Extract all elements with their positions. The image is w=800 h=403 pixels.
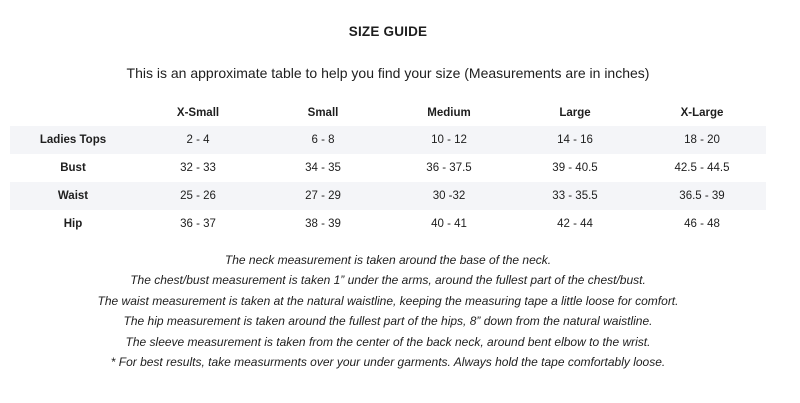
page-subtitle: This is an approximate table to help you find your size (Measurements are in inches) — [126, 65, 650, 81]
note-best-results: * For best results, take measurments over your under garments. Always hold the tape comfortably loose. — [110, 355, 666, 370]
table-cell: 42 - 44 — [557, 218, 593, 230]
table-cell: 33 - 35.5 — [552, 190, 598, 202]
column-header-medium: Medium — [427, 107, 471, 119]
table-cell: 39 - 40.5 — [552, 162, 598, 174]
table-cell: 14 - 16 — [557, 134, 593, 146]
table-cell: 46 - 48 — [684, 218, 720, 230]
table-cell: 42.5 - 44.5 — [674, 162, 730, 174]
note-waist: The waist measurement is taken at the natural waistline, keeping the measuring tape a little loose for comfort. — [97, 293, 679, 308]
note-neck: The neck measurement is taken around the base of the neck. — [224, 253, 552, 267]
table-corner-cell — [10, 100, 136, 126]
table-cell: 36 - 37.5 — [426, 162, 472, 174]
table-cell: 34 - 35 — [305, 162, 341, 174]
column-header-x-large: X-Large — [680, 107, 724, 119]
table-cell: 2 - 4 — [186, 134, 210, 146]
table-cell: 10 - 12 — [431, 134, 467, 146]
row-label: Waist — [57, 190, 89, 202]
table-cell: 36 - 37 — [180, 218, 216, 230]
table-cell: 36.5 - 39 — [679, 190, 725, 202]
table-cell: 40 - 41 — [431, 218, 467, 230]
table-row-ladies-tops — [10, 126, 766, 154]
table-cell: 32 - 33 — [180, 162, 216, 174]
note-hip: The hip measurement is taken around the fullest part of the hips, 8” down from the natural waistline. — [123, 314, 653, 329]
column-header-large: Large — [559, 107, 591, 119]
table-cell: 38 - 39 — [305, 218, 341, 230]
row-label: Hip — [63, 218, 83, 230]
table-cell: 27 - 29 — [305, 190, 341, 202]
table-row-waist — [10, 182, 766, 210]
table-header-row — [10, 100, 766, 126]
note-chest-bust: The chest/bust measurement is taken 1” under the arms, around the fullest part of the chest/bust. — [130, 273, 646, 288]
table-cell: 6 - 8 — [311, 134, 335, 146]
note-sleeve: The sleeve measurement is taken from the center of the back neck, around bent elbow to the wrist. — [125, 334, 651, 349]
row-label: Bust — [60, 162, 86, 174]
page-title: SIZE GUIDE — [348, 24, 428, 39]
table-row-hip — [10, 210, 766, 238]
table-cell: 30 -32 — [432, 190, 466, 202]
column-header-small: Small — [307, 107, 339, 119]
table-cell: 25 - 26 — [180, 190, 216, 202]
table-cell: 18 - 20 — [684, 134, 720, 146]
column-header-x-small: X-Small — [176, 107, 220, 119]
size-table — [10, 100, 766, 238]
row-label: Ladies Tops — [39, 134, 107, 146]
measurement-notes — [0, 250, 776, 372]
table-row-bust — [10, 154, 766, 182]
